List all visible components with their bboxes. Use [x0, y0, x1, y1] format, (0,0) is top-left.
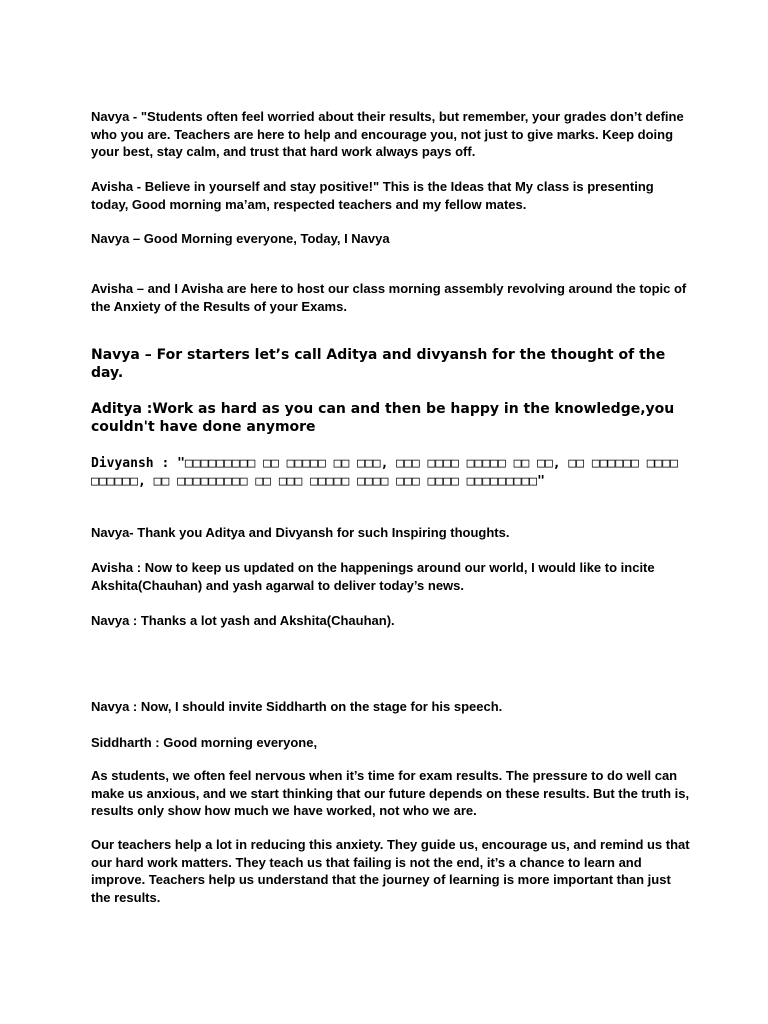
paragraph-navya-invite-speech: Navya : Now, I should invite Siddharth on the stage for his speech. — [91, 699, 503, 714]
paragraph-divyansh-thought: Divyansh : "□□□□□□□□□ □□ □□□□□ □□ □□□, □□□ □□□□ □□□□□ □□ □□, □□ □□□□□□ □□□□ □□□□□□, □□ □□□□□□□□□ □□ □□□ □□□□□ □□□□ □□□ □□□□ □□□□□□□□□" — [91, 456, 678, 489]
paragraph-navya-greeting: Navya – Good Morning everyone, Today, I Navya — [91, 231, 390, 246]
paragraph-navya-thought-call: Navya – For starters let’s call Aditya and divyansh for the thought of the day. — [91, 347, 666, 381]
paragraph-aditya-thought: Aditya :Work as hard as you can and then be happy in the knowledge,you couldn't have done anymore — [91, 401, 675, 435]
paragraph-avisha-ideas: Avisha - Believe in yourself and stay positive!" This is the Ideas that My class is presenting today, Good morning ma’am, respected teachers and my fellow mates. — [91, 179, 654, 212]
paragraph-speech-results: As students, we often feel nervous when it’s time for exam results. The pressure to do well can make us anxious, and we start thinking that our future depends on these results. But the truth is, results only show how much we have worked, not who we are. — [91, 768, 690, 818]
paragraph-speech-teachers: Our teachers help a lot in reducing this anxiety. They guide us, encourage us, and remind us that our hard work matters. They teach us that failing is not the end, it’s a chance to learn and improve. Teachers help us understand that the journey of learning is more important than just the results. — [91, 837, 690, 905]
paragraph-avisha-host: Avisha – and I Avisha are here to host our class morning assembly revolving around the topic of the Anxiety of the Results of your Exams. — [91, 281, 687, 314]
paragraph-avisha-news: Avisha : Now to keep us updated on the happenings around our world, I would like to incite Akshita(Chauhan) and yash agarwal to deliver today’s news. — [91, 560, 655, 593]
paragraph-navya-thanks: Navya- Thank you Aditya and Divyansh for such Inspiring thoughts. — [91, 525, 510, 540]
paragraph-navya-intro: Navya - "Students often feel worried about their results, but remember, your grades don’t define who you are. Teachers are here to help and encourage you, not just to give marks. Keep doing your best, stay calm, and trust that hard work always pays off. — [91, 109, 684, 159]
paragraph-navya-thanks-news: Navya : Thanks a lot yash and Akshita(Chauhan). — [91, 613, 395, 628]
paragraph-siddharth-greeting: Siddharth : Good morning everyone, — [91, 735, 318, 750]
